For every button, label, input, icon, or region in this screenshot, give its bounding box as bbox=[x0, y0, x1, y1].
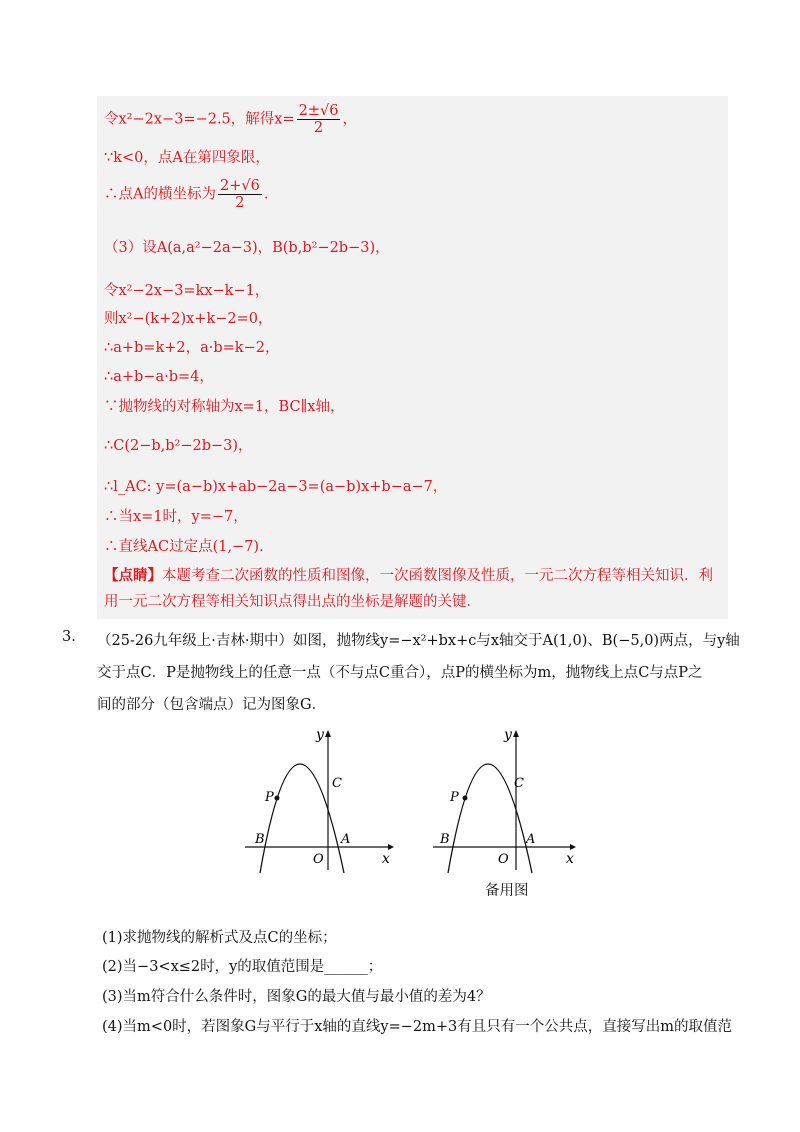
label-o: O bbox=[313, 852, 324, 867]
solution-line-5: 令x²−2x−3=kx−k−1， bbox=[104, 283, 270, 299]
solution-line-10: ∴C(2−b,b²−2b−3)， bbox=[104, 438, 253, 454]
label-p: P bbox=[450, 790, 459, 805]
figure-main bbox=[240, 725, 400, 875]
solution-line-1: 令x²−2x−3=−2.5，解得x= $\frac{2\pm√6}{2}$ ， bbox=[104, 103, 357, 136]
figure-backup bbox=[428, 725, 588, 875]
label-y: y bbox=[504, 727, 512, 743]
solution-line-13: ∴直线AC过定点(1,−7). bbox=[104, 539, 264, 555]
label-o: O bbox=[498, 852, 509, 867]
solution-line-8: ∴a+b−a·b=4， bbox=[104, 369, 214, 385]
label-b: B bbox=[440, 832, 450, 847]
question-number: 3. bbox=[62, 629, 76, 645]
point-p bbox=[275, 796, 280, 801]
label-a: A bbox=[526, 832, 536, 847]
x-arrow-icon bbox=[388, 844, 394, 850]
label-x: x bbox=[382, 851, 390, 867]
comment-tag: 【点睛】 bbox=[104, 567, 162, 584]
label-a: A bbox=[341, 832, 351, 847]
subquestion-4: (4)当m<0时，若图象G与平行于x轴的直线y=−2m+3有且只有一个公共点，直接写出m的取值范 bbox=[102, 1019, 733, 1035]
figure-caption: 备用图 bbox=[485, 883, 529, 899]
question-line-1: （25-26九年级上·吉林·期中）如图，抛物线y=−x²+bx+c与x轴交于A(1,0)、B(−5,0)两点，与y轴 bbox=[97, 633, 740, 649]
label-x: x bbox=[566, 851, 574, 867]
solution-line-9: ∵抛物线的对称轴为x=1，BC∥x轴， bbox=[104, 399, 345, 415]
label-c: C bbox=[514, 776, 524, 791]
solution-line-3: ∴点A的横坐标为 $\frac{2+√6}{2}$ . bbox=[104, 178, 269, 211]
label-p: P bbox=[265, 790, 274, 805]
y-arrow-icon bbox=[325, 730, 331, 737]
subquestion-1: (1)求抛物线的解析式及点C的坐标； bbox=[102, 930, 337, 946]
y-arrow-icon bbox=[513, 730, 519, 737]
subquestion-3: (3)当m符合什么条件时，图象G的最大值与最小值的差为4？ bbox=[102, 989, 491, 1005]
label-c: C bbox=[332, 776, 342, 791]
fraction: $\frac{2\pm√6}{2}$ bbox=[298, 103, 339, 136]
question-line-3: 间的部分（包含端点）记为图象G． bbox=[97, 697, 327, 713]
solution-line-6: 则x²−(k+2)x+k−2=0， bbox=[104, 311, 273, 327]
fraction: $\frac{2+√6}{2}$ bbox=[219, 178, 260, 211]
label-y: y bbox=[316, 727, 324, 743]
question-line-2: 交于点C．P是抛物线上的任意一点（不与点C重合），点P的横坐标为m，抛物线上点C与点P之 bbox=[97, 665, 703, 681]
comment-text: 本题考查二次函数的性质和图像，一次函数图像及性质，一元二次方程等相关知识．利用一元二次方程等相关知识点得出点的坐标是解题的关键． bbox=[104, 568, 713, 610]
subquestion-2: (2)当−3<x≤2时，y的取值范围是______； bbox=[102, 959, 383, 975]
comment-block bbox=[104, 563, 724, 615]
solution-line-7: ∴a+b=k+2，a·b=k−2， bbox=[104, 340, 280, 356]
solution-line-11: ∴l_AC: y=(a−b)x+ab−2a−3=(a−b)x+b−a−7， bbox=[104, 479, 448, 495]
x-arrow-icon bbox=[570, 844, 576, 850]
solution-line-2: ∵k<0，点A在第四象限， bbox=[104, 150, 270, 166]
solution-line-4: （3）设A(a,a²−2a−3)，B(b,b²−2b−3)， bbox=[104, 240, 390, 256]
point-p bbox=[463, 796, 468, 801]
solution-line-12: ∴当x=1时，y=−7， bbox=[104, 509, 248, 525]
label-b: B bbox=[255, 832, 265, 847]
